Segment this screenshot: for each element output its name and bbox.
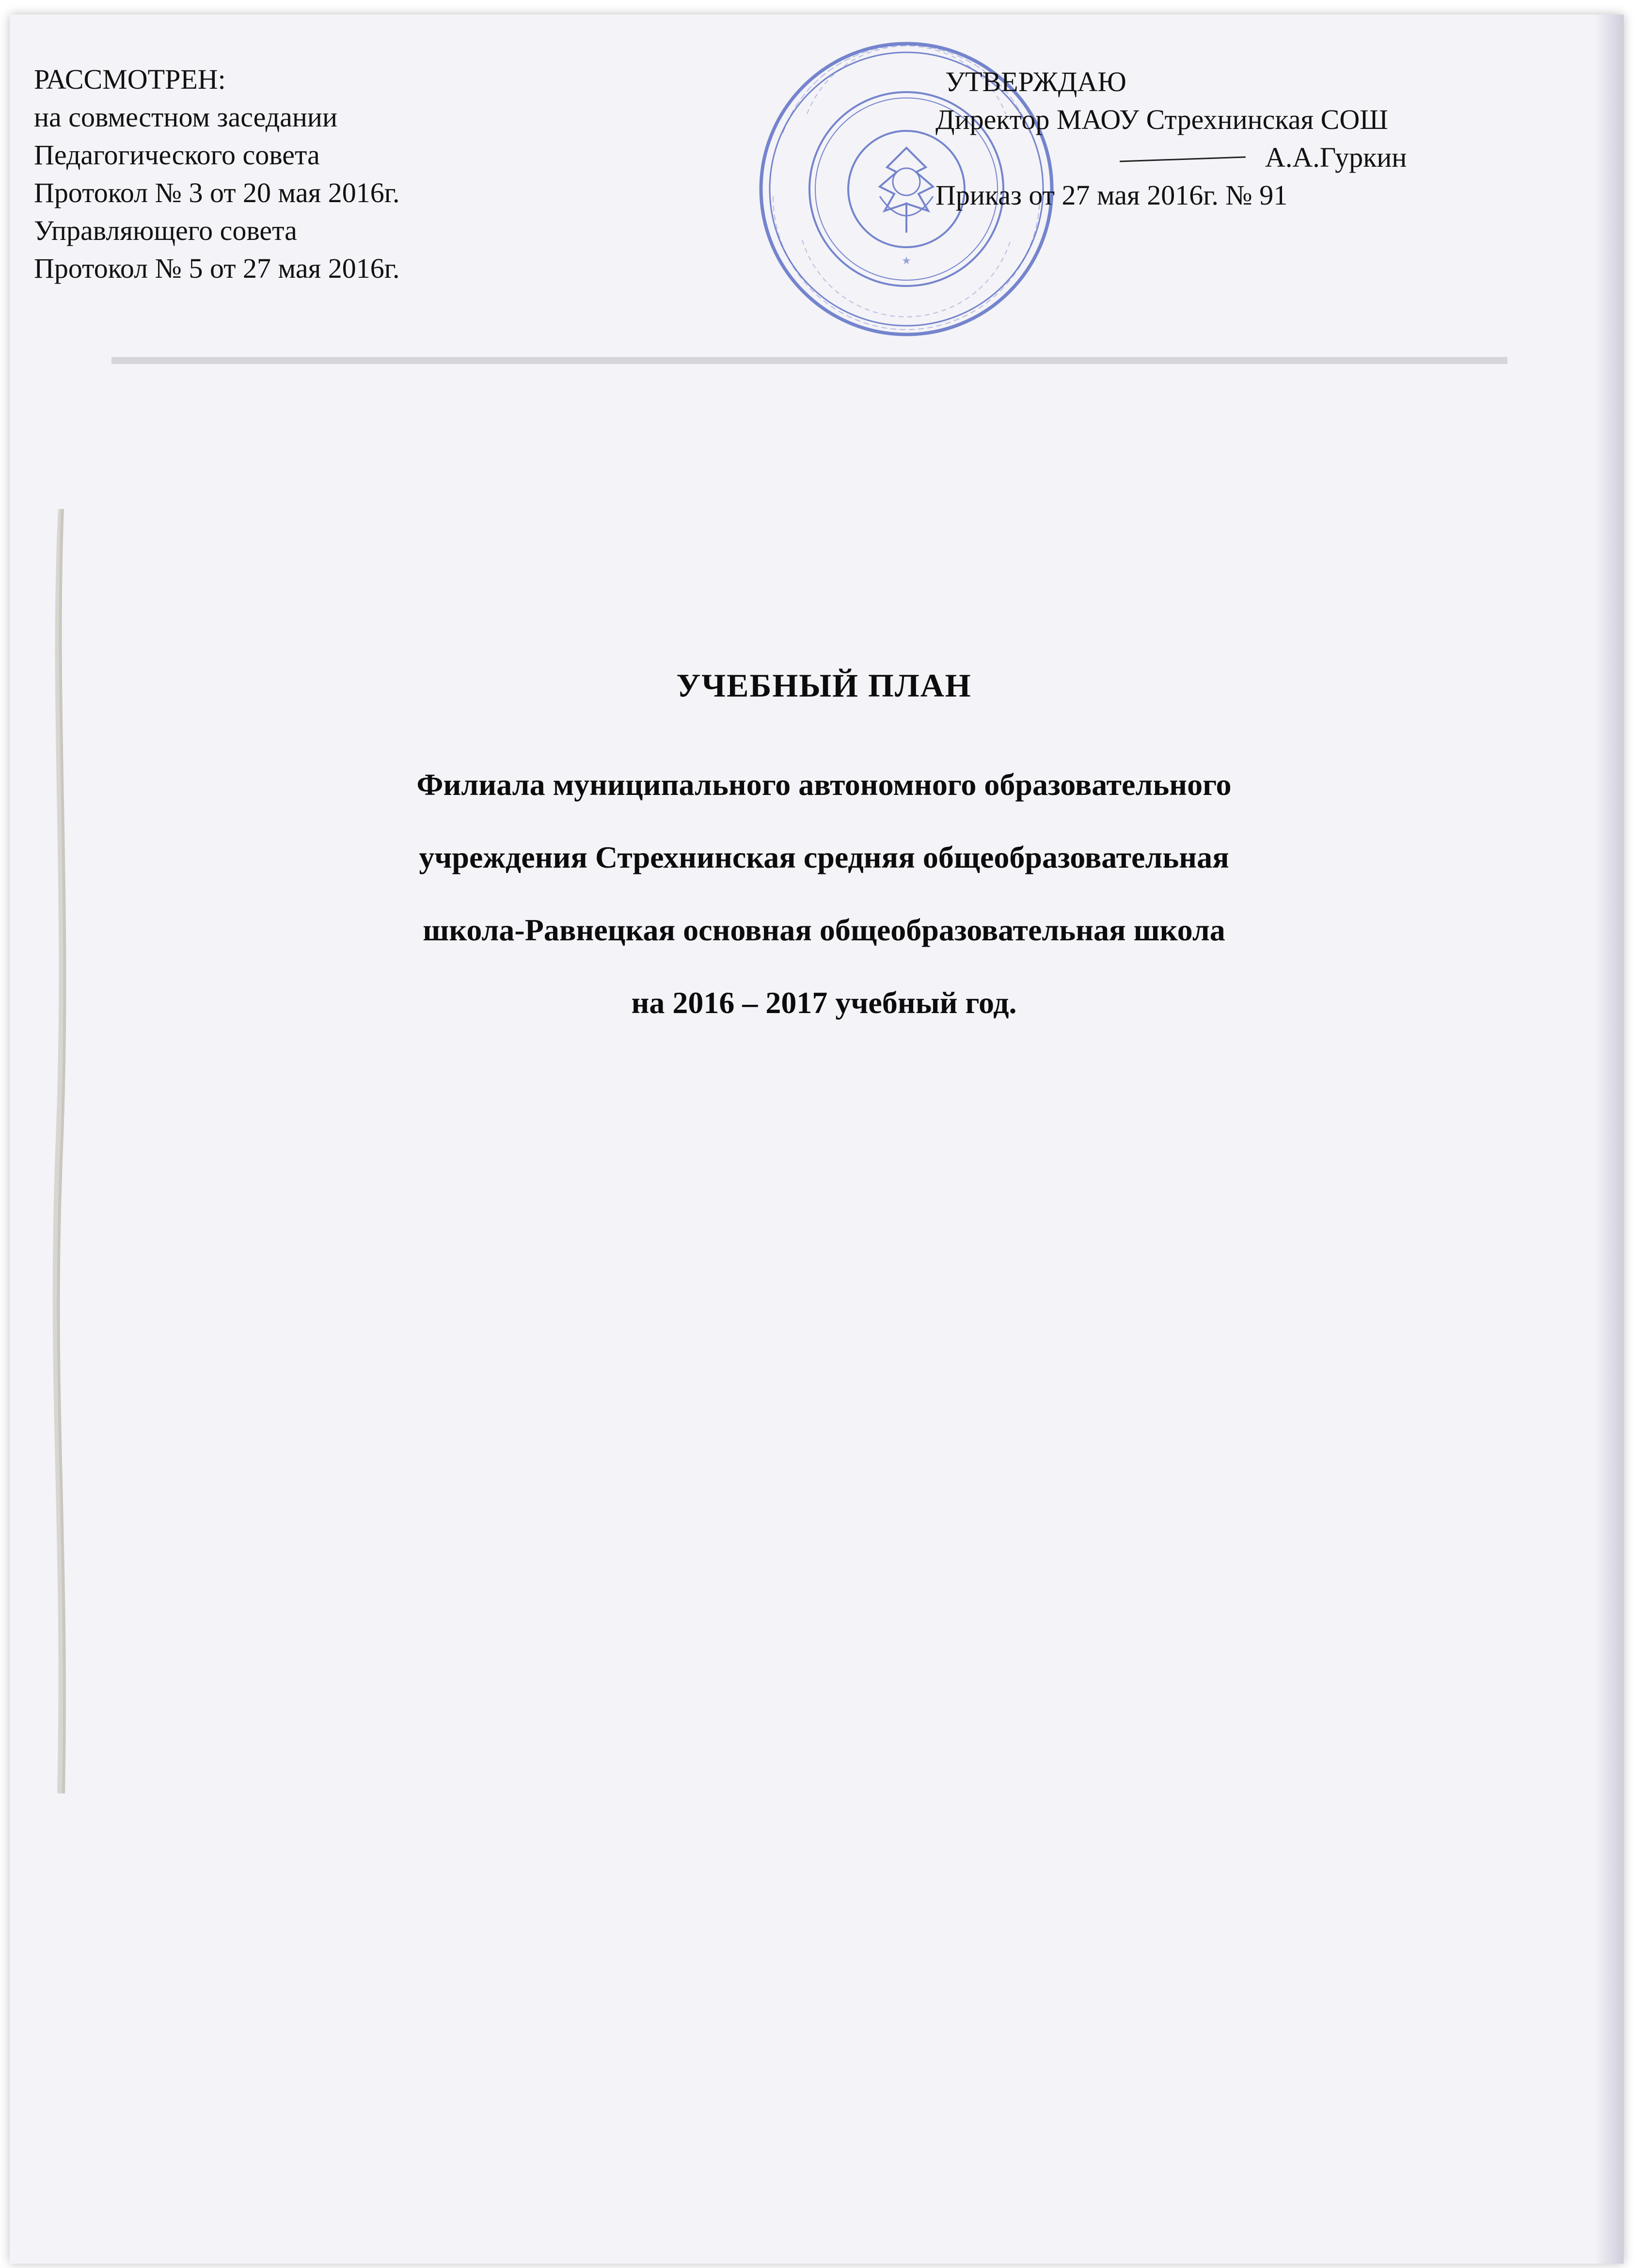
approval-signer: А.А.Гуркин [1265,142,1407,173]
reviewed-managing-council: Управляющего совета [34,215,297,246]
approval-order: Приказ от 27 мая 2016г. № 91 [935,179,1288,211]
svg-text:★: ★ [902,255,911,267]
reviewed-pedagogical-council: Педагогического совета [34,139,320,171]
reviewed-heading: РАССМОТРЕН: [34,63,226,95]
reviewed-block [34,61,400,287]
title-line-2: учреждения Стрехнинская средняя общеобразовательная [419,840,1229,874]
title-year: на 2016 – 2017 учебный год. [631,985,1017,1020]
title-line-1: Филиала муниципального автономного образовательного [416,767,1232,802]
reviewed-joint-meeting: на совместном заседании [34,101,337,133]
approval-position: Директор МАОУ Стрехнинская СОШ [935,104,1388,135]
title-line-3: школа-Равнецкая основная общеобразовательная школа [423,913,1225,947]
signature-line [1120,156,1246,162]
approval-heading: УТВЕРЖДАЮ [945,66,1126,97]
reviewed-protocol-1: Протокол № 3 от 20 мая 2016г. [34,177,400,208]
page-edge-shadow [1595,15,1624,2264]
approval-block [935,63,1407,214]
reviewed-protocol-2: Протокол № 5 от 27 мая 2016г. [34,253,400,284]
document-title: УЧЕБНЫЙ ПЛАН [676,667,972,704]
bleed-through-text: ▬▬▬▬▬▬▬▬▬▬▬▬▬▬▬▬▬▬▬▬▬▬▬▬▬▬▬▬▬▬▬▬▬▬▬▬▬▬▬▬▬▬▬▬▬▬▬▬▬▬▬▬▬▬▬▬▬▬▬▬ [111,344,1507,369]
document-title-block [0,666,1648,1039]
